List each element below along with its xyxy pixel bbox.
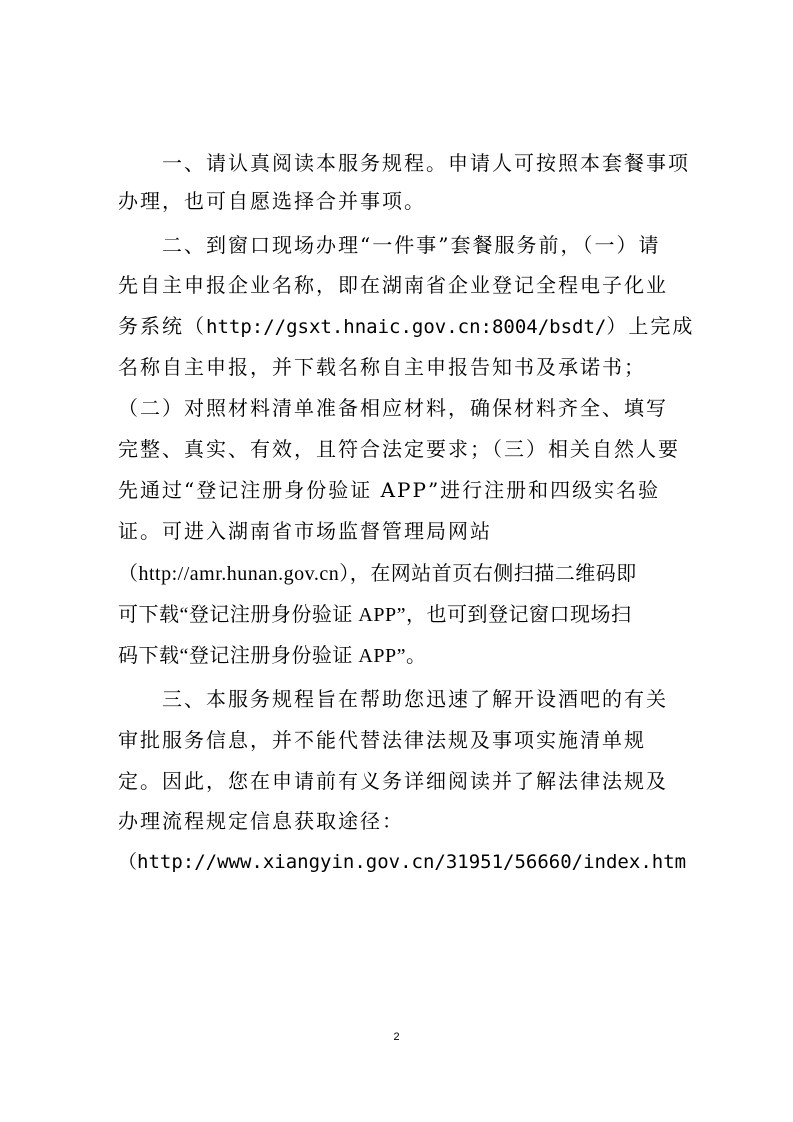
section-2-line-3-suffix: ）上完成 (606, 314, 695, 338)
page-number: 2 (393, 1031, 400, 1043)
section-1-line-2: 办理，也可自愿选择合并事项。 (118, 189, 426, 213)
section-2-line-5: （二）对照材料清单准备相应材料，确保材料齐全、填写 (118, 396, 668, 420)
section-2-line-2: 先自主申报企业名称，即在湖南省企业登记全程电子化业 (118, 273, 668, 297)
section-3-line-1: 三、本服务规程旨在帮助您迅速了解开设酒吧的有关 (162, 687, 668, 711)
section-2-line-3-prefix: 务系统（ (118, 314, 206, 338)
section-3-line-2: 审批服务信息，并不能代替法律法规及事项实施清单规 (118, 728, 646, 752)
section-2-line-1: 二、到窗口现场办理“一件事”套餐服务前，（一）请 (162, 233, 661, 257)
section-2-line-8: 证。可进入湖南省市场监督管理局网站 (118, 519, 492, 543)
section-3-line-4: 办理流程规定信息获取途径： (118, 809, 404, 833)
section-1-line-1: 一、请认真阅读本服务规程。申请人可按照本套餐事项 (162, 151, 690, 175)
section-2-line-6: 完整、真实、有效，且符合法定要求；（三）相关自然人要 (118, 437, 680, 461)
xiangyin-info-url[interactable]: （http://www.xiangyin.gov.cn/31951/56660/index.htm (118, 851, 687, 873)
section-3-line-3: 定。因此，您在申请前有义务详细阅读并了解法律法规及 (118, 769, 668, 793)
section-2-line-9: （http://amr.hunan.gov.cn），在网站首页右侧扫描二维码即 (118, 563, 637, 585)
section-2-line-4: 名称自主申报，并下载名称自主申报告知书及承诺书； (118, 355, 646, 379)
section-2-line-7: 先通过“登记注册身份验证 APP”进行注册和四级实名验 (118, 478, 661, 502)
section-2-line-11: 码下载“登记注册身份验证 APP”。 (118, 645, 427, 667)
enterprise-registration-url[interactable]: http://gsxt.hnaic.gov.cn:8004/bsdt/ (206, 316, 607, 338)
section-2-line-10: 可下载“登记注册身份验证 APP”，也可到登记窗口现场扫 (118, 604, 632, 626)
section-2-line-3 (118, 313, 694, 340)
